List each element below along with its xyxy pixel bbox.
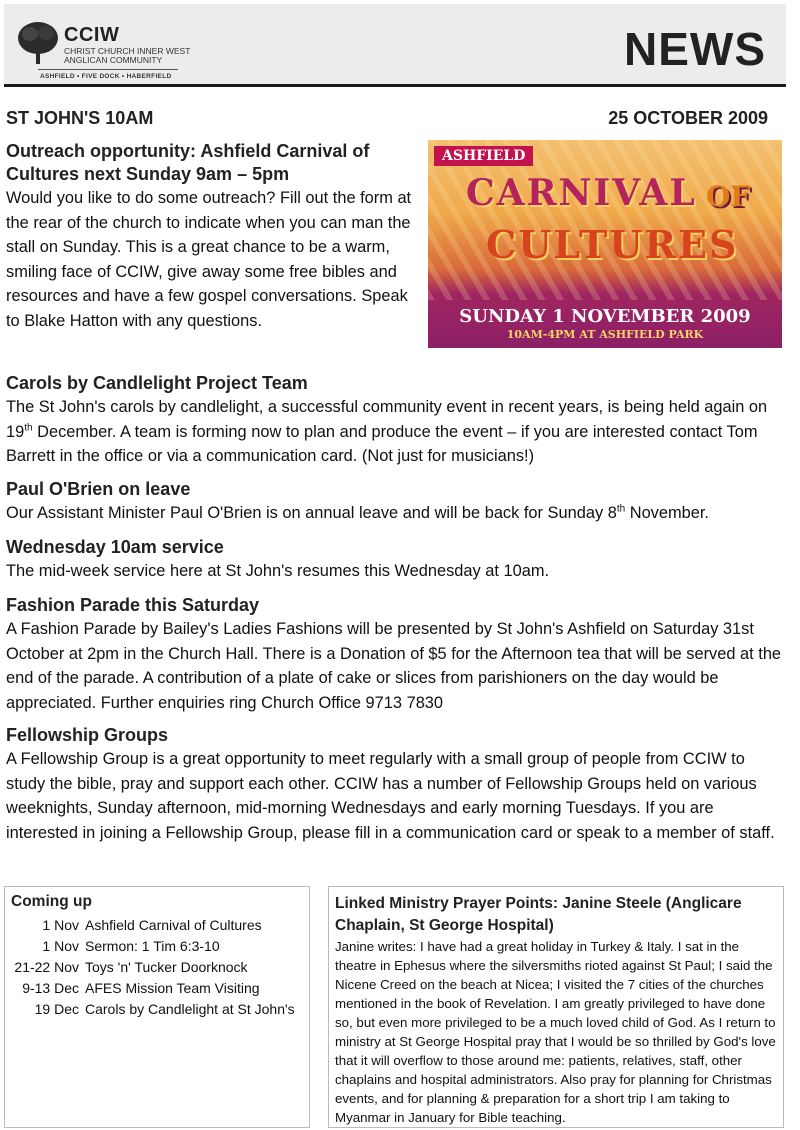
coming-up-heading: Coming up [11, 893, 92, 910]
service-date: 25 OCTOBER 2009 [608, 108, 768, 128]
fashion-body: A Fashion Parade by Bailey's Ladies Fashions will be presented by St John's Ashfield on Saturday 31st October at 2pm in the Church Hall. There is a Donation of $5 for the Afternoon tea that will be served at the end of the parade. A contribution of a plate of cake or slices from parishioners on the day would be appreciated. Further enquiries ring Church Office 9713 7830 [6, 620, 782, 712]
fashion-heading: Fashion Parade this Saturday [6, 595, 260, 615]
masthead [4, 4, 786, 87]
logo-name: CCIW [64, 24, 120, 46]
poster-of-text: OF [706, 180, 751, 213]
fellowship-article [6, 724, 786, 845]
service-line [6, 108, 768, 134]
fellowship-body: A Fellowship Group is a great opportunity to meet regularly with a small group of people from CCIW to study the bible, pray and support each other. CCIW has a number of Fellowship Groups held on various weeknights, Sunday afternoon, mid-morning Wednesdays and early morning Tuesdays. If you are interested in joining a Fellowship Group, please fill in a communication card or speak to a member of staff. [6, 750, 775, 842]
event-date: 21-22 Nov [14, 959, 79, 975]
carols-article [6, 372, 786, 469]
carols-body: The St John's carols by candlelight, a successful community event in recent years, is being held again on 19th December. A team is forming now to plan and produce the event – if you are interested contact Tom Barrett in the office or via a communication card. (Not just for musicians!) [6, 398, 768, 465]
outreach-article [6, 140, 416, 333]
event-row [5, 1001, 305, 1022]
event-date: 9-13 Dec [22, 980, 79, 996]
event-row [5, 917, 305, 938]
event-date: 1 Nov [42, 917, 79, 933]
poster-cultures-text: CULTURES [486, 222, 739, 267]
fellowship-heading: Fellowship Groups [6, 725, 169, 745]
paul-heading: Paul O'Brien on leave [6, 479, 191, 499]
poster-ashfield-label: ASHFIELD [434, 146, 533, 166]
outreach-heading: Outreach opportunity: Ashfield Carnival of Cultures next Sunday 9am – 5pm [6, 141, 370, 184]
paul-body: Our Assistant Minister Paul O'Brien is on annual leave and will be back for Sunday 8th November. [6, 503, 709, 522]
wednesday-body: The mid-week service here at St John's resumes this Wednesday at 10am. [6, 562, 550, 580]
event-name: AFES Mission Team Visiting [85, 980, 260, 996]
service-name: ST JOHN'S 10AM [6, 108, 154, 128]
event-date: 19 Dec [34, 1001, 79, 1017]
event-row [5, 980, 305, 1001]
event-name: Ashfield Carnival of Cultures [85, 917, 262, 933]
outreach-body: Would you like to do some outreach? Fill out the form at the rear of the church to indicate when you can man the stall on Sunday. This is a great chance to be a warm, smiling face of CCIW, give away some free bibles and resources and have a few gospel conversations. Speak to Blake Hatton with any questions. [6, 189, 412, 330]
wednesday-article [6, 536, 786, 584]
page-title: NEWS [624, 23, 766, 75]
event-name: Toys 'n' Tucker Doorknock [85, 959, 248, 975]
event-row [5, 959, 305, 980]
poster-time: 10AM-4PM AT ASHFIELD PARK [506, 328, 704, 341]
logo-divider [38, 69, 178, 70]
event-date: 1 Nov [42, 938, 79, 954]
poster-date: SUNDAY 1 NOVEMBER 2009 [459, 306, 751, 327]
prayer-points-box [328, 886, 784, 1128]
poster-carnival-text: CARNIVAL [466, 172, 697, 214]
logo-subtitle: CHRIST CHURCH INNER WEST ANGLICAN COMMUNITY [64, 46, 191, 65]
paul-leave-article [6, 478, 786, 526]
prayer-heading: Linked Ministry Prayer Points: Janine Steele (Anglicare Chaplain, St George Hospital) [335, 895, 742, 934]
prayer-body: Janine writes: I have had a great holiday in Turkey & Italy. I sat in the theatre in Ephesus where the silversmiths rioted against St Paul; I said the Nicene Creed on the beach at Nicea; I visited the 7 cities of the churches mentioned in the book of Revelation. I am greatly privileged to have done so, but even more privileged to be a much loved child of God. As I return to ministry at St George Hospital pray that I would be so thrilled by God's love that it will overflow to those around me: patients, relatives, staff, other chaplains and hospital administrators. Also pray for planning for Christmas events, and for planning & preparation for a short trip I am taking to Myanmar in January for Bible teaching. [335, 939, 776, 1125]
carols-heading: Carols by Candlelight Project Team [6, 373, 308, 393]
event-row [5, 938, 305, 959]
cciw-logo [16, 20, 191, 84]
fashion-article [6, 594, 786, 715]
carnival-poster-image [428, 140, 782, 348]
wednesday-heading: Wednesday 10am service [6, 537, 224, 557]
event-name: Sermon: 1 Tim 6:3-10 [85, 938, 220, 954]
event-name: Carols by Candlelight at St John's [85, 1001, 295, 1017]
coming-up-box [4, 886, 310, 1128]
logo-locations: ASHFIELD • FIVE DOCK • HABERFIELD [40, 73, 172, 80]
tree-icon [16, 20, 60, 66]
